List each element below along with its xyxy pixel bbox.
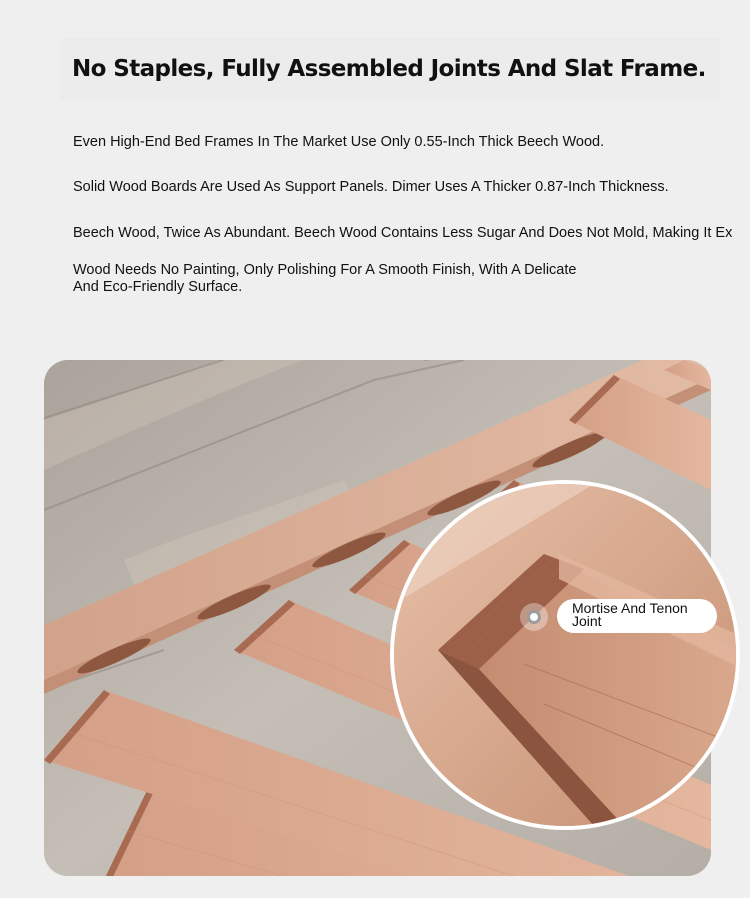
feature-text-finish-line2: And Eco-Friendly Surface. <box>73 279 243 295</box>
callout-label-text <box>572 602 707 627</box>
callout-line1: Mortise And Tenon <box>572 600 688 616</box>
joint-closeup-illustration <box>394 484 736 826</box>
feature-text-beech-wood: Beech Wood, Twice As Abundant. Beech Wood Contains Less Sugar And Does Not Mold, Making It Ex <box>73 225 733 241</box>
feature-text-finish-line1: Wood Needs No Painting, Only Polishing For A Smooth Finish, With A Delicate <box>73 262 577 278</box>
callout-line2: Joint <box>572 612 602 629</box>
feature-text-support-panels: Solid Wood Boards Are Used As Support Panels. Dimer Uses A Thicker 0.87-Inch Thickness. <box>73 179 669 195</box>
hotspot-dot-icon <box>527 610 541 624</box>
feature-text-finish <box>73 262 576 296</box>
hotspot-marker-icon[interactable] <box>520 603 548 631</box>
feature-text-thickness-comparison: Even High-End Bed Frames In The Market Use Only 0.55-Inch Thick Beech Wood. <box>73 134 605 150</box>
joint-closeup-magnifier <box>390 480 740 830</box>
callout-label <box>557 599 717 633</box>
page-title: No Staples, Fully Assembled Joints And Slat Frame. <box>72 56 706 82</box>
